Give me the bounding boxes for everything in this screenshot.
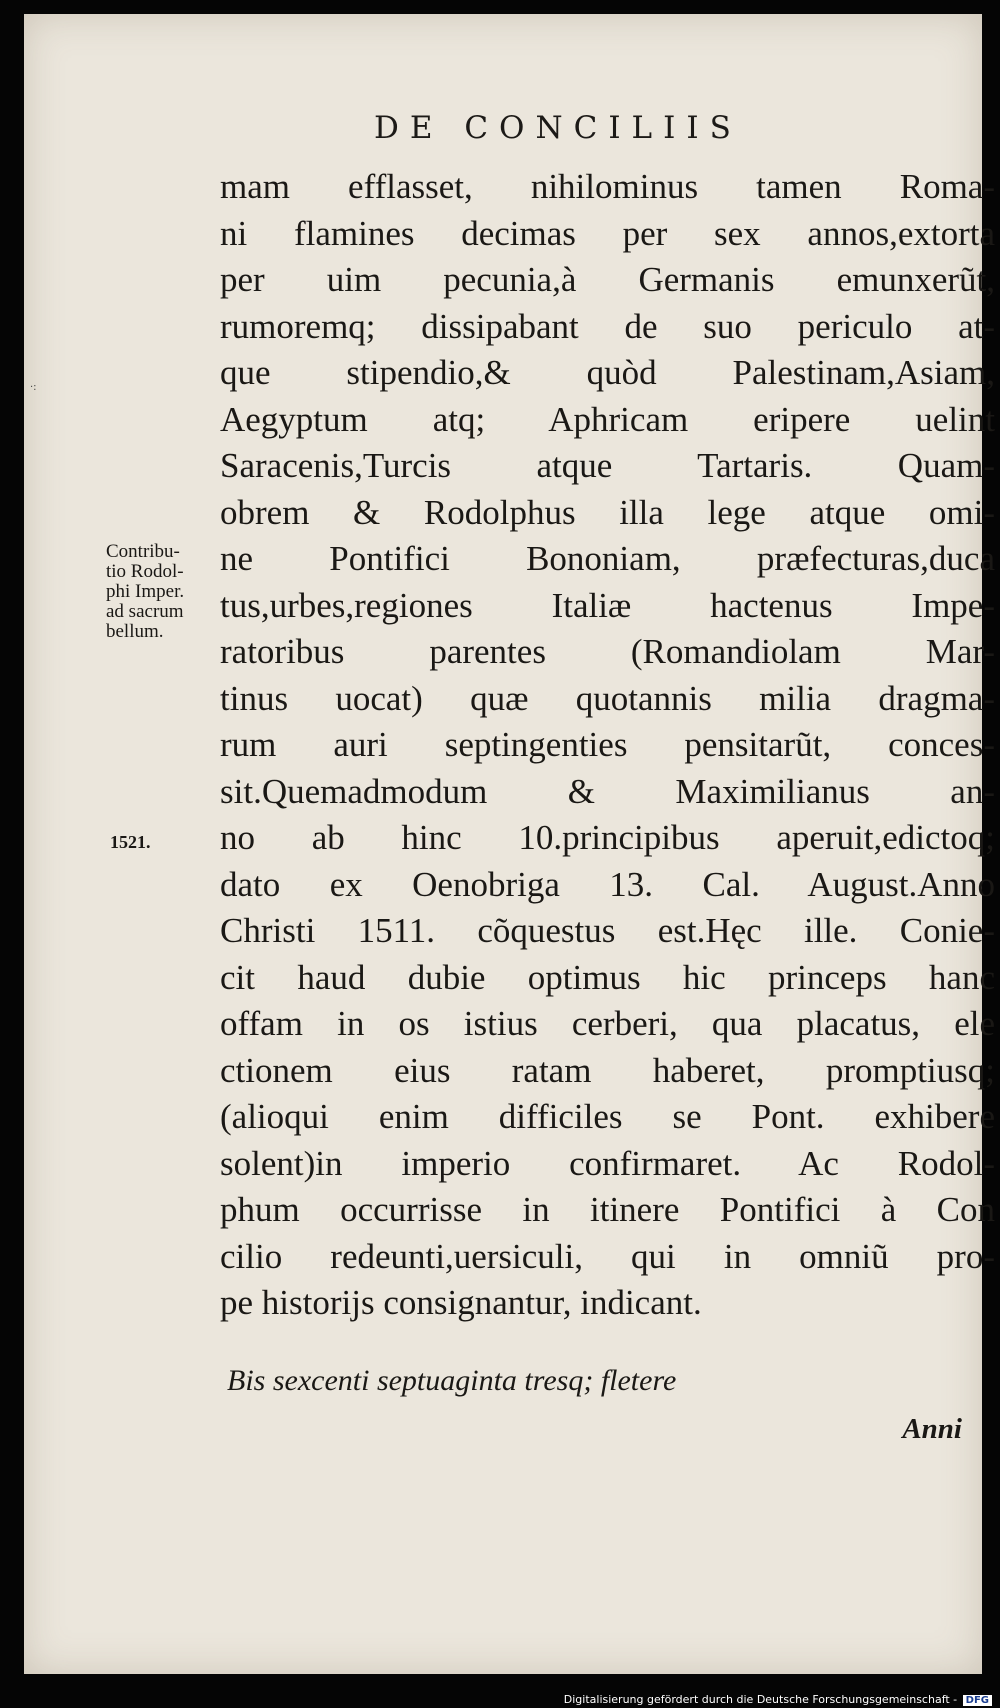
text-line: tinus uocat) quæ quotannis milia dragma-: [220, 678, 995, 718]
text-line: ratoribus parentes (Romandiolam Mar-: [220, 632, 995, 671]
text-line: rum auri septingenties pensitarũt, conces-: [220, 725, 995, 764]
text-line: Saracenis,Turcis atque Tartaris. Quam-: [220, 446, 995, 485]
text-line: offam in os istius cerberi, qua placatus, ele: [220, 1004, 995, 1043]
book-page: [24, 14, 995, 1674]
text-line: que stipendio,& quòd Palestinam,Asiam,: [220, 353, 995, 392]
text-line: ni flamines decimas per sex annos,extorta: [220, 213, 995, 253]
credit-text: Digitalisierung gefördert durch die Deutsche Forschungsgemeinschaft -: [563, 1693, 958, 1706]
margin-note-line: bellum.: [106, 621, 164, 642]
margin-note-line: Contribu-: [106, 541, 180, 562]
text-line: ctionem eius ratam haberet, promptiusq;: [220, 1050, 995, 1090]
text-line: tus,urbes,regiones Italiæ hactenus Impe-: [220, 585, 995, 625]
text-line: solent)in imperio confirmaret. Ac Rodol-: [220, 1143, 995, 1183]
margin-note-line: phi Imper.: [106, 581, 185, 602]
margin-note: [106, 542, 216, 642]
text-line: per uim pecunia,à Germanis emunxerũt,: [220, 260, 995, 299]
margin-note-line: tio Rodol-: [106, 561, 184, 582]
text-line: mam efflasset, nihilominus tamen Roma-: [220, 167, 995, 206]
text-line: pe historijs consignantur, indicant.: [220, 1283, 702, 1322]
dfg-logo: DFG: [963, 1695, 992, 1706]
text-line: phum occurrisse in itinere Pontifici à Con: [220, 1190, 995, 1229]
digitization-credit: [564, 1693, 992, 1706]
text-line: obrem & Rodolphus illa lege atque omi-: [220, 492, 995, 532]
catchword: Anni: [902, 1413, 962, 1445]
text-line: (alioqui enim difficiles se Pont. exhibere: [220, 1097, 995, 1136]
margin-year: 1521.: [110, 832, 151, 852]
text-line: no ab hinc 10.principibus aperuit,edictoq;: [220, 818, 995, 857]
text-line: rumoremq; dissipabant de suo periculo at-: [220, 306, 995, 346]
body-text: [220, 164, 995, 1327]
running-head: DE CONCILIIS: [374, 110, 742, 146]
text-line: sit.Quemadmodum & Maximilianus an-: [220, 771, 995, 811]
text-line: dato ex Oenobriga 13. Cal. August.Anno: [220, 864, 995, 904]
edge-speck: ·:: [30, 382, 37, 393]
text-line: cit haud dubie optimus hic princeps hanc: [220, 957, 995, 997]
verse-line: Bis sexcenti septuaginta tresq; fletere: [227, 1364, 677, 1397]
text-line: cilio redeunti,uersiculi, qui in omniũ pro-: [220, 1236, 995, 1276]
text-line: Christi 1511. cõquestus est.Hęc ille. Conie-: [220, 911, 995, 950]
text-line: Aegyptum atq; Aphricam eripere uelint: [220, 399, 995, 439]
text-line: ne Pontifici Bononiam, præfecturas,duca: [220, 539, 995, 578]
margin-note-line: ad sacrum: [106, 601, 184, 622]
